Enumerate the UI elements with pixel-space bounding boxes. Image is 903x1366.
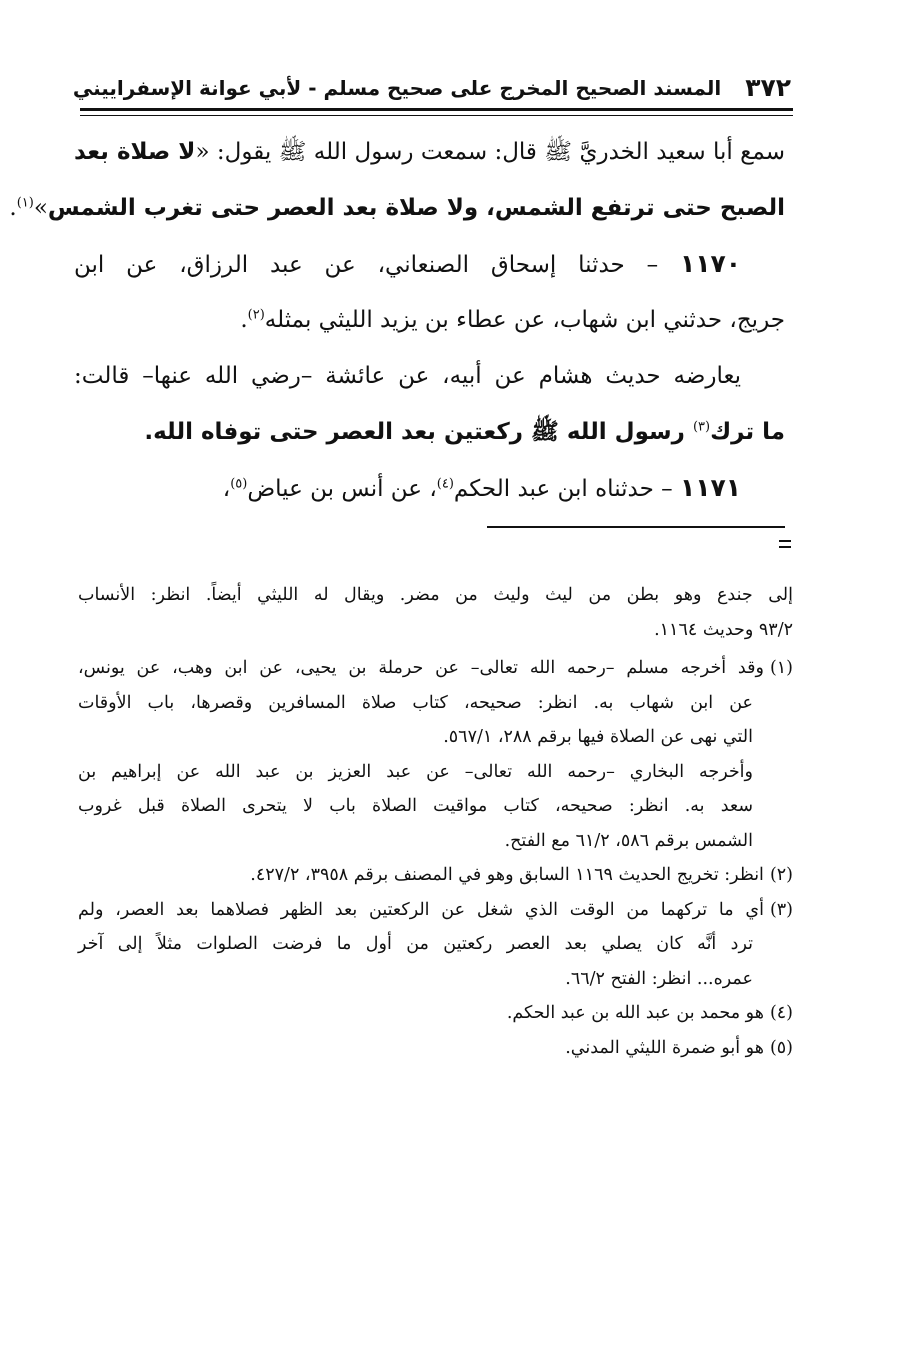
hadith-quote-bold: الصبح حتى ترتفع الشمس، ولا صلاة بعد العصر حتى تغرب الشمس bbox=[47, 195, 785, 221]
isnad-text: – حدثناه ابن عبد الحكم bbox=[453, 476, 680, 502]
footnote-ref: (٢) bbox=[247, 307, 265, 323]
isnad-text: – حدثنا إسحاق الصنعاني، عن عبد الرزاق، عن ابن bbox=[74, 252, 680, 278]
footnote-3 bbox=[78, 893, 793, 928]
hadith-number: ١١٧١ bbox=[679, 473, 741, 502]
hadith-quote-bold: رسول الله ﷺ ركعتين بعد العصر حتى توفاه الله. bbox=[144, 419, 693, 445]
footnote-number: (٢) bbox=[769, 865, 793, 885]
isnad-text: جريج، حدثني ابن شهاب، عن عطاء بن يزيد الليثي بمثله bbox=[264, 307, 785, 333]
main-line-7 bbox=[74, 460, 785, 516]
footnote-text: أي ما تركهما من الوقت الذي شغل عن الركعتين بعد الظهر فصلاهما بعد العصر، ولم bbox=[78, 899, 764, 920]
main-text bbox=[9, 124, 785, 516]
hadith-quote-bold: ما ترك bbox=[710, 419, 785, 445]
main-line-1 bbox=[74, 124, 785, 180]
period: . bbox=[240, 307, 248, 333]
footnote-text: هو أبو ضمرة الليثي المدني. bbox=[565, 1037, 764, 1058]
footnote-text: هو محمد بن عبد الله بن عبد الحكم. bbox=[506, 1003, 764, 1023]
running-header bbox=[72, 66, 791, 106]
footnote-ref: (٣) bbox=[692, 419, 711, 435]
footnote-line: سعد به. انظر: صحيحه، كتاب مواقيت الصلاة باب لا يتحرى الصلاة قبل غروب bbox=[78, 796, 753, 816]
main-line-3 bbox=[74, 236, 785, 292]
continuation-mark bbox=[779, 540, 791, 548]
header-rule-thick bbox=[80, 108, 793, 111]
hadith-number: ١١٧٠ bbox=[679, 249, 741, 278]
main-line-5 bbox=[74, 348, 785, 404]
main-line-6 bbox=[74, 404, 785, 460]
footnote-ref: (١) bbox=[16, 195, 34, 211]
footnote-line: وأخرجه البخاري –رحمه الله تعالى– عن عبد العزيز بن عبد الله عن إبراهيم بن bbox=[78, 761, 753, 782]
footnote-line: عن ابن شهاب به. انظر: صحيحه، كتاب صلاة المسافرين وقصرها، باب الأوقات bbox=[78, 692, 753, 713]
footnote-number: (٣) bbox=[769, 899, 793, 920]
isnad-text: ، عن أنس بن عياض bbox=[247, 476, 437, 502]
footnote-line: إلى جندع وهو بطن من ليث وليث من مضر. ويقال له الليثي أيضاً. انظر: الأنساب bbox=[78, 585, 793, 605]
footnote-number: (٤) bbox=[769, 1003, 793, 1023]
footnote-2 bbox=[78, 858, 793, 893]
quote-close: » bbox=[33, 195, 48, 221]
footnote-ref: (٤) bbox=[436, 476, 454, 492]
footnote-text: انظر: تخريج الحديث ١١٦٩ السابق وهو في المصنف برقم ٣٩٥٨، ٤٢٧/٢. bbox=[250, 865, 764, 885]
hadith-quote-bold: لا صلاة بعد bbox=[74, 139, 196, 165]
footnote-number: (٥) bbox=[769, 1037, 793, 1058]
footnote-separator bbox=[487, 526, 785, 528]
footnotes bbox=[78, 578, 793, 1065]
main-text-span: يعارضه حديث هشام عن أبيه، عن عائشة –رضي الله عنها– قالت: bbox=[74, 363, 741, 389]
footnote-4 bbox=[78, 996, 793, 1031]
footnote-line: التي نهى عن الصلاة فيها برقم ٢٨٨، ٥٦٧/١. bbox=[443, 727, 753, 747]
period: . bbox=[9, 195, 17, 221]
footnote-1 bbox=[78, 651, 793, 686]
book-title: المسند الصحيح المخرج على صحيح مسلم - لأبي عوانة الإسفراييني bbox=[72, 76, 722, 100]
footnote-number: (١) bbox=[769, 658, 793, 678]
comma: ، bbox=[222, 476, 231, 502]
footnote-line: ٩٣/٢ وحديث ١١٦٤. bbox=[654, 619, 793, 640]
footnote-line: عمره... انظر: الفتح ٦٦/٢. bbox=[565, 968, 753, 989]
footnote-line: ترد أنَّه كان يصلي بعد العصر ركعتين من أول ما فرضت الصلوات مثلاً إلى آخر bbox=[78, 934, 753, 954]
header-rule-thin bbox=[80, 115, 793, 116]
footnote-text: وقد أخرجه مسلم –رحمه الله تعالى– عن حرملة بن يحيى، عن ابن وهب، عن يونس، bbox=[78, 658, 764, 678]
footnote-5 bbox=[78, 1031, 793, 1066]
footnote-line: الشمس برقم ٥٨٦، ٦١/٢ مع الفتح. bbox=[504, 830, 753, 851]
main-line-2 bbox=[9, 180, 785, 236]
page-number: ٣٧٢ bbox=[745, 73, 791, 102]
footnote-ref: (٥) bbox=[230, 476, 248, 492]
main-text-span: سمع أبا سعيد الخدريَّ ﷺ قال: سمعت رسول الله ﷺ يقول: « bbox=[195, 139, 785, 165]
main-line-4 bbox=[74, 292, 785, 348]
